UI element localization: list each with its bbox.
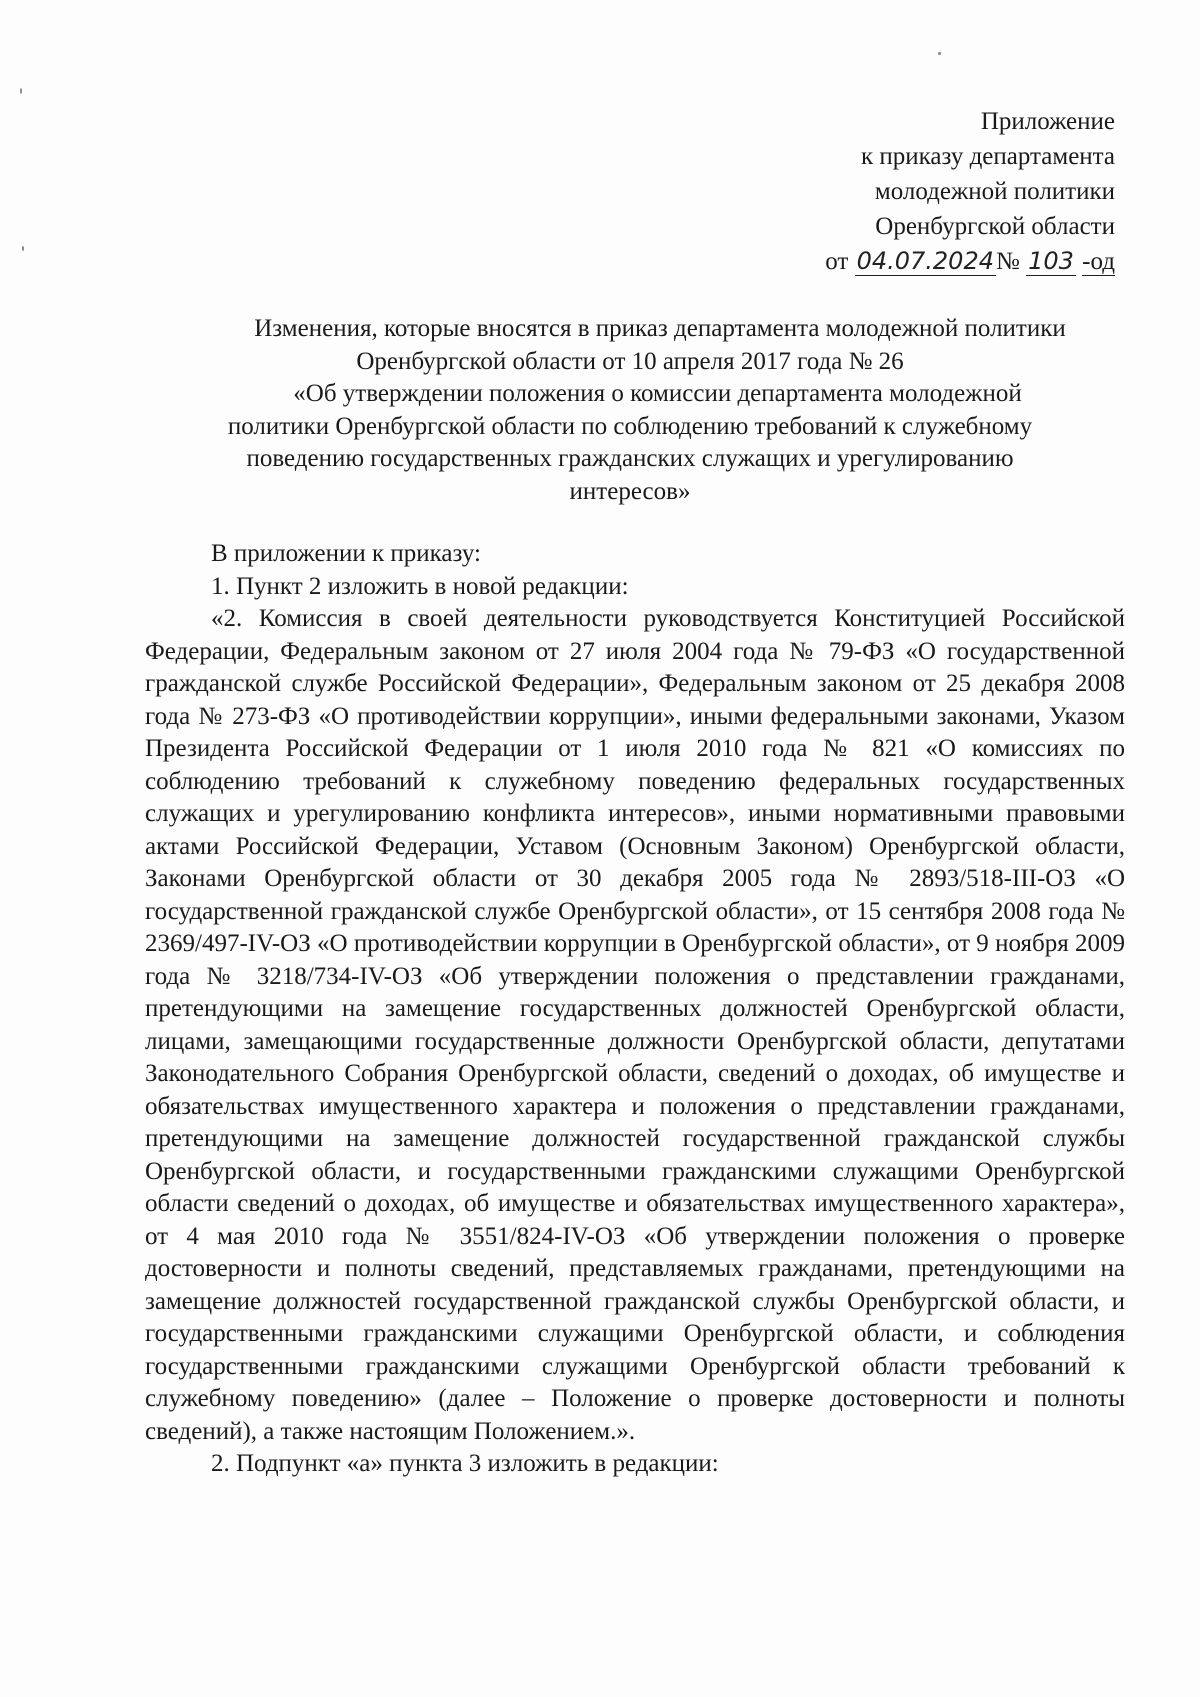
title-line: «Об утверждении положения о комиссии департамента молодежной — [293, 380, 1022, 407]
document-body — [145, 538, 1125, 1481]
appendix-region: Оренбургской области — [875, 213, 1115, 240]
appendix-block — [825, 104, 1115, 279]
scan-speck — [22, 246, 24, 251]
appendix-date-number-line — [825, 244, 1115, 279]
appendix-order-ref: к приказу департамента — [860, 143, 1115, 170]
appendix-title: Приложение — [980, 108, 1115, 135]
appendix-department: молодежной политики — [874, 178, 1115, 205]
title-line: интересов» — [569, 477, 691, 505]
title-line: Оренбургской области от 10 апреля 2017 года № 26 — [356, 347, 904, 375]
item-2-paragraph: 2. Подпункт «а» пункта 3 изложить в редакции: — [211, 1450, 719, 1477]
scan-speck — [20, 88, 22, 94]
item-1-paragraph: 1. Пункт 2 изложить в новой редакции: — [211, 572, 629, 600]
item-1-quoted-text: «2. Комиссия в своей деятельности руководствуется Конституцией Российской Федерации, Федеральным законом от 27 июля 2004 года № 79-ФЗ «О государственной гражданской службе Российской Федерации», Федеральным законом от 25 декабря 2008 года № 273-ФЗ «О противодействии коррупции», иными федеральными законами, Указом Президента Российской Федерации от 1 июля 2010 года № 821 «О комиссиях по соблюдению требований к служебному поведению федеральных государственных служащих и урегулированию конфликта интересов», иными нормативными правовыми актами Российской Федерации, Уставом (Основным Законом) Оренбургской области, Законами Оренбургской области от 30 декабря 2005 года № 2893/518-III-ОЗ «О государственной гражданской службе Оренбургской области», от 15 сентября 2008 года № 2369/497-IV-ОЗ «О противодействии коррупции в Оренбургской области», от 9 ноября 2009 года № 3218/734-IV-ОЗ «Об утверждении положения о представлении гражданами, претендующими на замещение государственных должностей Оренбургской области, лицами, замещающими государственные должности Оренбургской области, депутатами Законодательного Собрания Оренбургской области, сведений о доходах, об имуществе и обязательствах имущественного характера и положения о представлении гражданами, претендующими на замещение должностей государственной гражданской службы Оренбургской области, и государственными гражданскими служащими Оренбургской области сведений о доходах, об имуществе и обязательствах имущественного характера», от 4 мая 2010 года № 3551/824-IV-ОЗ «Об утверждении положения о проверке достоверности и полноты сведений, представляемых гражданами, претендующими на замещение должностей государственной гражданской службы Оренбургской области, и государственными гражданскими служащими Оренбургской области, и соблюдения государственными гражданскими служащими Оренбургской области требований к служебному поведению» (далее – Положение о проверке достоверности и полноты сведений), а также настоящим Положением.». — [145, 605, 1125, 1445]
number-sign: № — [996, 248, 1020, 275]
scan-speck — [938, 52, 941, 55]
handwritten-date: 04.07.2024 — [856, 247, 994, 275]
title-line: поведению государственных гражданских служащих и урегулированию — [246, 445, 1014, 472]
title-line: Изменения, которые вносятся в приказ департамента молодежной политики — [254, 315, 1066, 342]
title-line: политики Оренбургской области по соблюдению требований к служебному — [227, 412, 1033, 440]
handwritten-number: 103 — [1028, 247, 1074, 275]
number-suffix: -од — [1082, 248, 1115, 275]
intro-paragraph: В приложении к приказу: — [211, 540, 481, 567]
document-title — [140, 313, 1120, 508]
date-prefix: от — [825, 248, 849, 275]
